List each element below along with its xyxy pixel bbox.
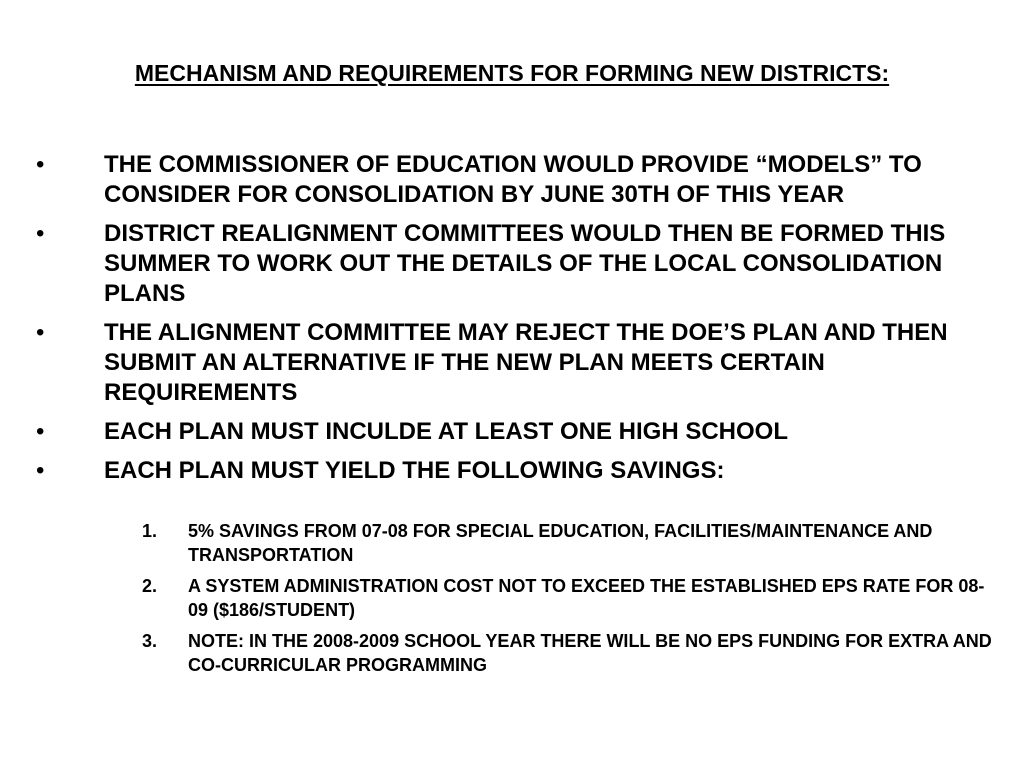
bullet-text: EACH PLAN MUST YIELD THE FOLLOWING SAVINGS: [104,457,725,484]
savings-item-number: 1. [142,521,158,541]
bullet-icon: • [36,151,45,178]
slide-title: MECHANISM AND REQUIREMENTS FOR FORMING NEW DISTRICTS: [134,60,890,86]
bullet-icon: • [36,457,45,484]
savings-item-text: 5% SAVINGS FROM 07-08 FOR SPECIAL EDUCATION, FACILITIES/MAINTENANCE AND TRANSPORTATION [188,521,933,565]
bullet-text: EACH PLAN MUST INCULDE AT LEAST ONE HIGH SCHOOL [104,418,788,445]
savings-list [0,519,1024,684]
bullet-item [0,150,1024,210]
bullet-item [0,318,1024,408]
savings-item [0,574,1024,622]
savings-item-number: 2. [142,576,158,596]
bullet-text: DISTRICT REALIGNMENT COMMITTEES WOULD THEN BE FORMED THIS SUMMER TO WORK OUT THE DETAILS OF THE LOCAL CONSOLIDATION PLANS [104,220,946,307]
bullet-item [0,456,1024,486]
savings-item-text: NOTE: IN THE 2008-2009 SCHOOL YEAR THERE WILL BE NO EPS FUNDING FOR EXTRA AND CO-CURRICULAR PROGRAMMING [188,631,992,675]
bullet-item [0,417,1024,447]
bullet-icon: • [36,418,45,445]
bullet-item [0,219,1024,309]
savings-item [0,629,1024,677]
savings-item [0,519,1024,567]
bullet-text: THE ALIGNMENT COMMITTEE MAY REJECT THE DOE’S PLAN AND THEN SUBMIT AN ALTERNATIVE IF THE NEW PLAN MEETS CERTAIN REQUIREMENTS [104,319,948,406]
savings-item-text: A SYSTEM ADMINISTRATION COST NOT TO EXCEED THE ESTABLISHED EPS RATE FOR 08-09 ($186/STUDENT) [188,576,985,620]
bullet-text: THE COMMISSIONER OF EDUCATION WOULD PROVIDE “MODELS” TO CONSIDER FOR CONSOLIDATION BY JUNE 30TH OF THIS YEAR [104,151,922,208]
bullet-list [0,150,1024,495]
bullet-icon: • [36,319,45,346]
bullet-icon: • [36,220,45,247]
savings-item-number: 3. [142,631,158,651]
